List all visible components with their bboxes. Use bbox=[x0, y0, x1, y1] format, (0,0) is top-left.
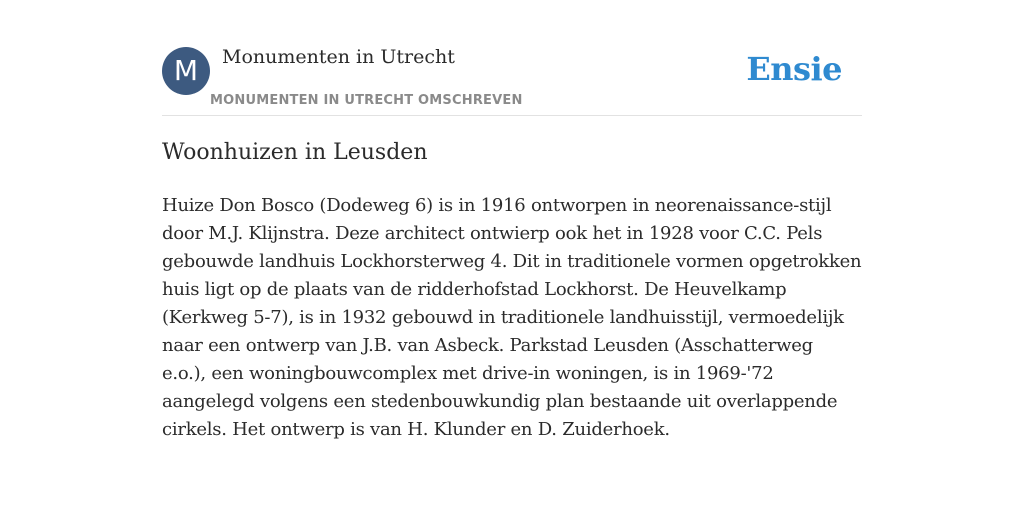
book-subtitle: MONUMENTEN IN UTRECHT OMSCHREVEN bbox=[210, 93, 523, 108]
entry-body: Huize Don Bosco (Dodeweg 6) is in 1916 ontworpen in neorenaissance-stijl door M.J. Klijnstra. Deze architect ontwierp ook het in 1928 voor C.C. Pels gebouwde landhuis Lockhorsterweg 4. Dit in traditionele vormen opgetrokken huis ligt op de plaats van de ridderhofstad Lockhorst. De Heuvelkamp (Kerkweg 5-7), is in 1932 gebouwd in traditionele landhuisstijl, vermoedelijk naar een ontwerp van J.B. van Asbeck. Parkstad Leusden (Asschatterweg e.o.), een woningbouwcomplex met drive-in woningen, is in 1969-'72 aangelegd volgens een stedenbouwkundig plan bestaande uit overlappende cirkels. Het ontwerp is van H. Klunder en D. Zuiderhoek. bbox=[162, 195, 862, 440]
page-container bbox=[162, 0, 862, 440]
header bbox=[162, 0, 862, 116]
book-title[interactable]: Monumenten in Utrecht bbox=[222, 46, 455, 68]
avatar[interactable]: M bbox=[162, 47, 210, 95]
brand-logo[interactable]: Ensie bbox=[746, 50, 842, 88]
entry-title: Woonhuizen in Leusden bbox=[162, 140, 428, 165]
